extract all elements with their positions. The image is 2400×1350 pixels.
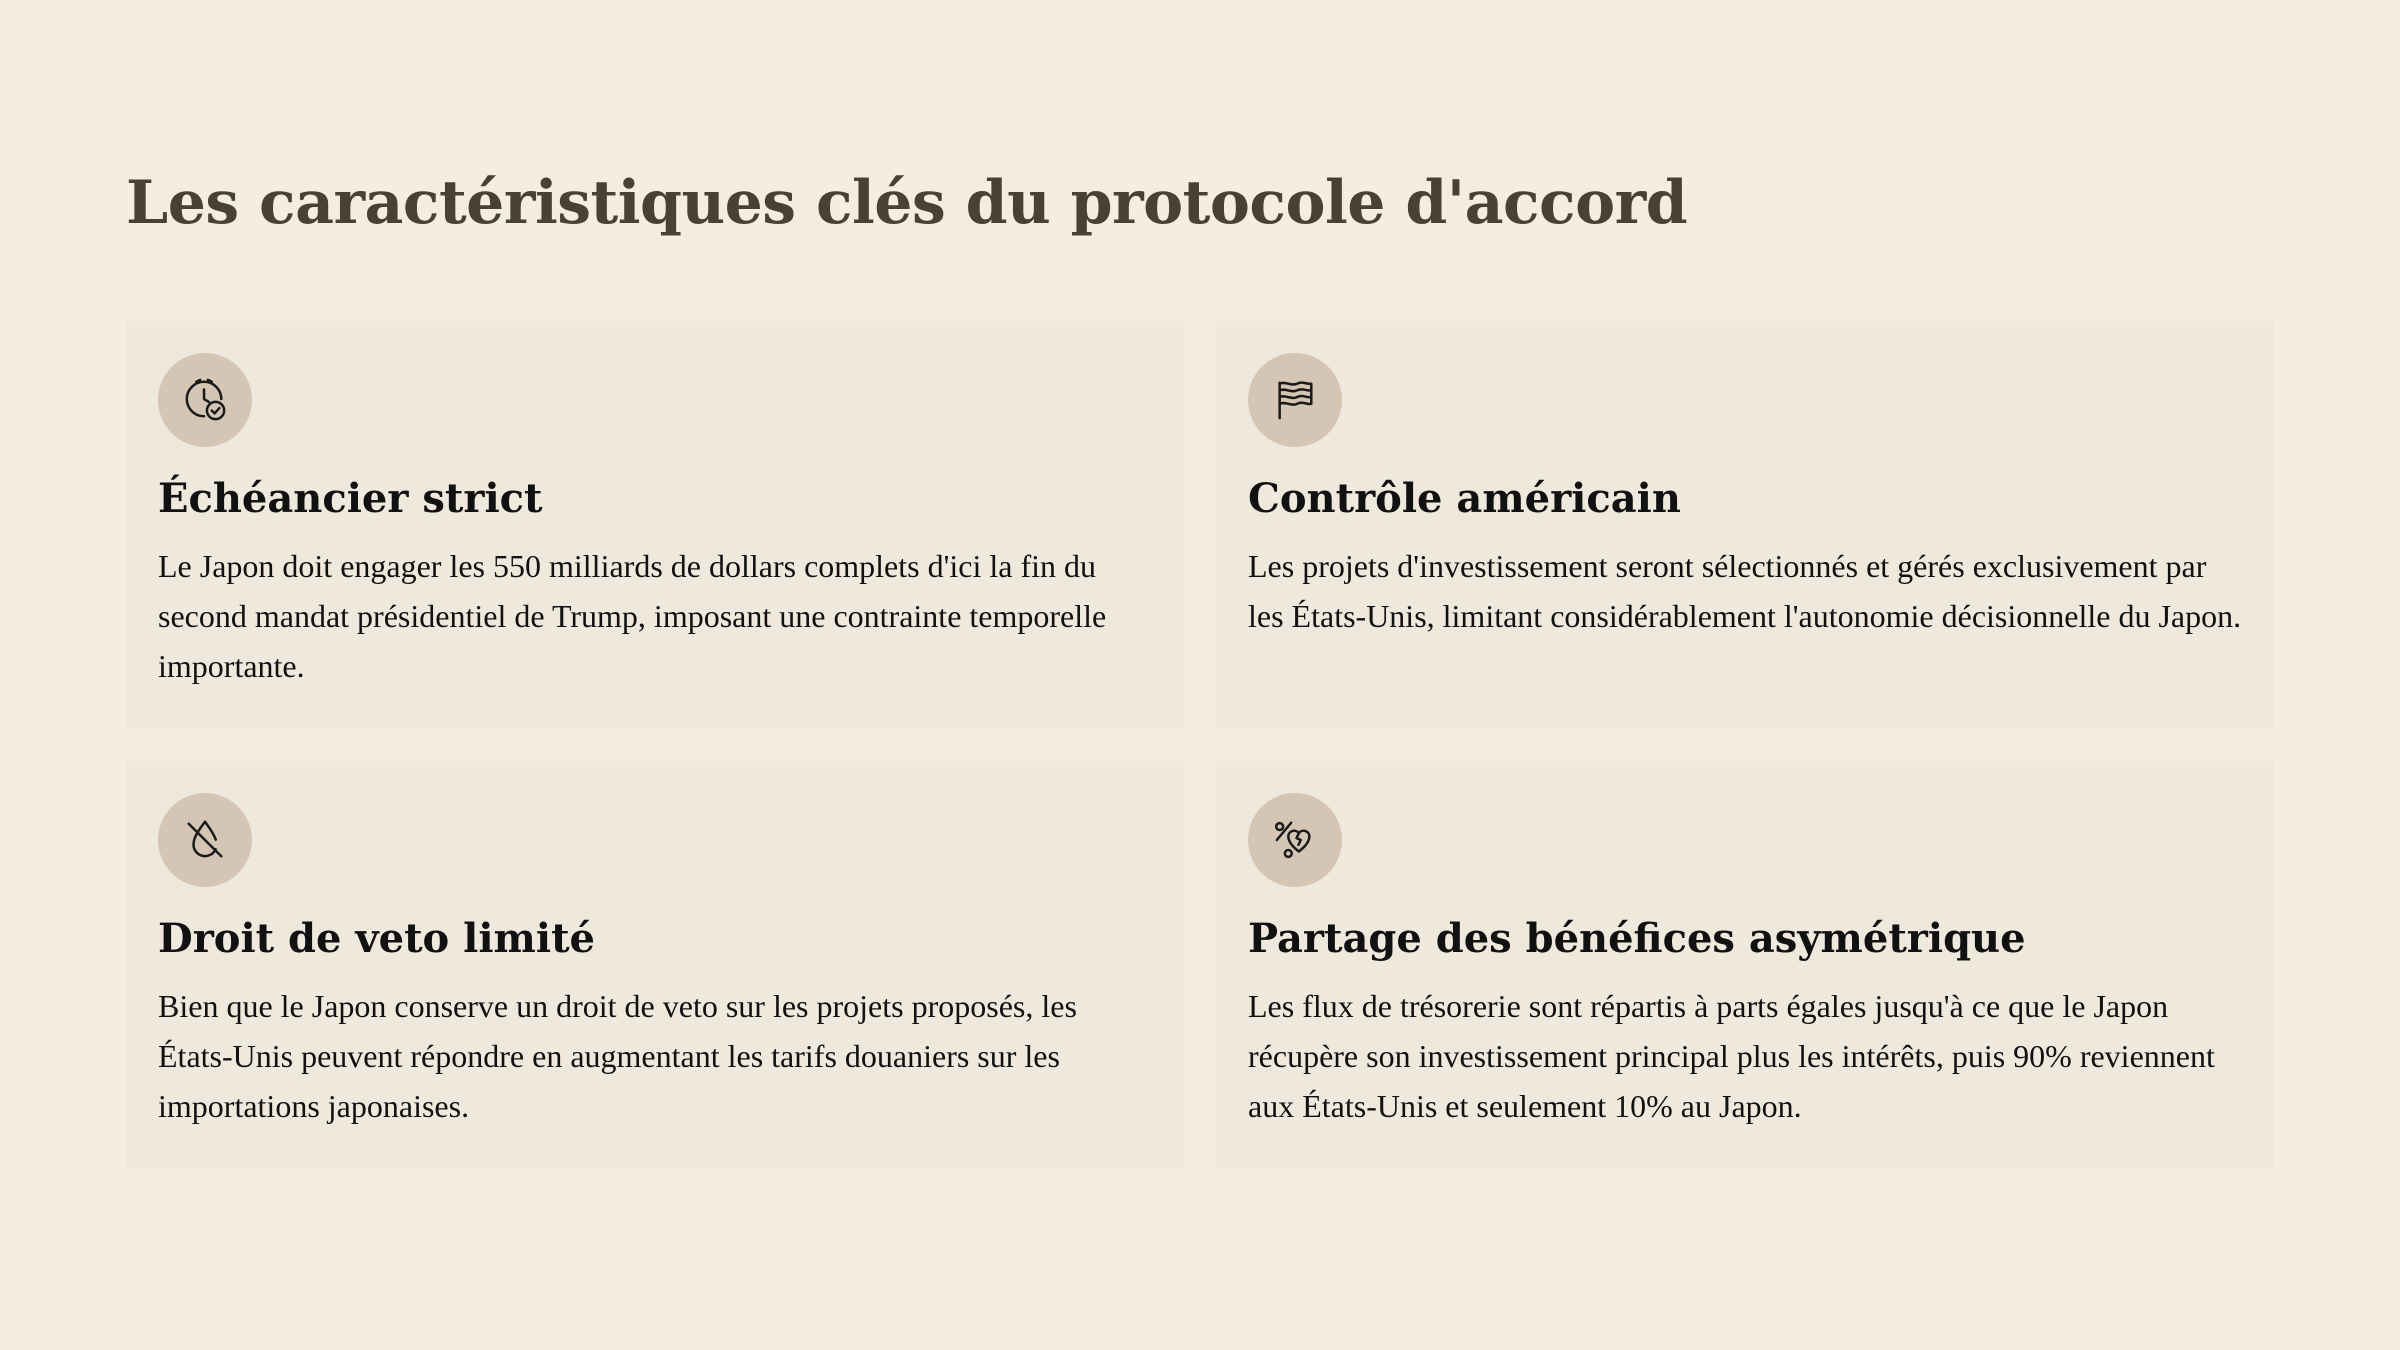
card-text: Les projets d'investissement seront sélectionnés et gérés exclusivement par les États-Unis, limitant considérablement l'autonomie décisionnelle du Japon. bbox=[1248, 548, 2242, 634]
card-text: Les flux de trésorerie sont répartis à parts égales jusqu'à ce que le Japon récupère son investissement principal plus les intérêts, puis 90% reviennent aux États-Unis et seulement 10% au Japon. bbox=[1248, 988, 2215, 1124]
heart-percent-icon bbox=[1248, 793, 1342, 887]
card-text: Le Japon doit engager les 550 milliards de dollars complets d'ici la fin du second mandat présidentiel de Trump, imposant une contrainte temporelle importante. bbox=[158, 548, 1107, 684]
feature-grid bbox=[126, 321, 2274, 1169]
feature-card-veto bbox=[126, 761, 1184, 1169]
card-title: Contrôle américain bbox=[1248, 475, 1681, 522]
feature-card-control bbox=[1216, 321, 2274, 729]
card-text: Bien que le Japon conserve un droit de veto sur les projets proposés, les États-Unis peuvent répondre en augmentant les tarifs douaniers sur les importations japonaises. bbox=[158, 988, 1077, 1124]
page-title: Les caractéristiques clés du protocole d'accord bbox=[126, 168, 1688, 238]
card-title: Partage des bénéfices asymétrique bbox=[1248, 915, 2026, 962]
card-title: Échéancier strict bbox=[158, 475, 543, 522]
feature-card-timeline bbox=[126, 321, 1184, 729]
feature-card-profit-sharing bbox=[1216, 761, 2274, 1169]
flag-icon bbox=[1248, 353, 1342, 447]
drop-off-icon bbox=[158, 793, 252, 887]
clock-check-icon bbox=[158, 353, 252, 447]
card-title: Droit de veto limité bbox=[158, 915, 595, 962]
